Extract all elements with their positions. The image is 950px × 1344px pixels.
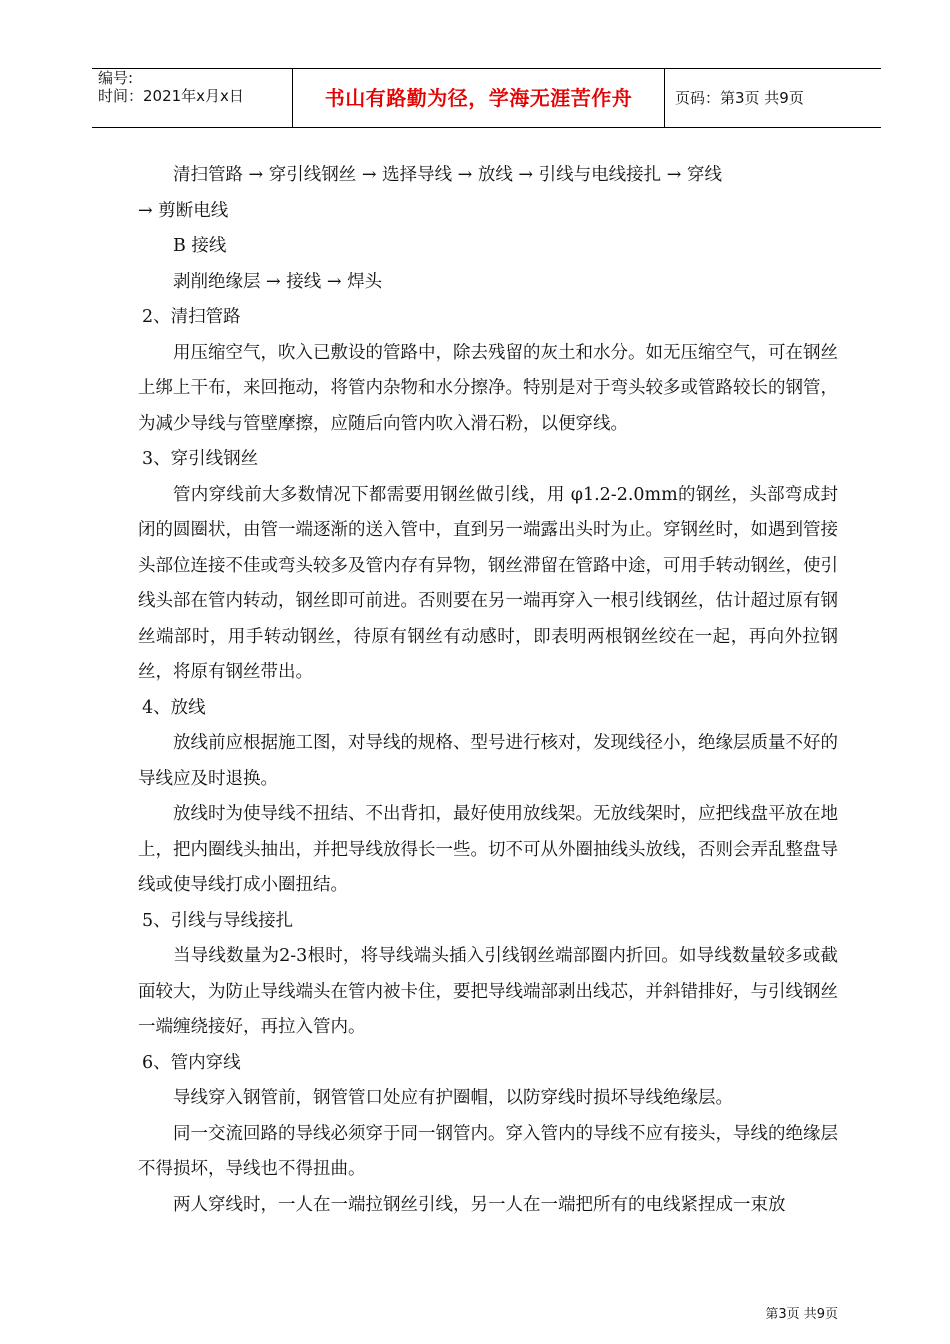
flow-line-1: 清扫管路 → 穿引线钢丝 → 选择导线 → 放线 → 引线与电线接扎 → 穿线 <box>173 165 722 185</box>
paragraph-6b: 同一交流回路的导线必须穿于同一钢管内。穿入管内的导线不应有接头，导线的绝缘层不得损坏，导线也不得扭曲。 <box>138 1123 838 1179</box>
paragraph-2: 用压缩空气，吹入已敷设的管路中，除去残留的灰土和水分。如无压缩空气，可在钢丝上绑上干布，来回拖动，将管内杂物和水分擦净。特别是对于弯头较多或管路较长的钢管，为减少导线与管壁摩擦，应随后向管内吹入滑石粉，以便穿线。 <box>138 342 838 434</box>
heading-3: 3、穿引线钢丝 <box>142 449 259 469</box>
paragraph-6c: 两人穿线时，一人在一端拉钢丝引线，另一人在一端把所有的电线紧捏成一束放 <box>173 1194 786 1215</box>
time-label: 时间：2021年x月x日 <box>98 87 244 105</box>
paragraph-6a: 导线穿入钢管前，钢管管口处应有护圈帽，以防穿线时损坏导线绝缘层。 <box>173 1088 733 1108</box>
heading-5: 5、引线与导线接扎 <box>142 910 294 931</box>
header-page-label: 页码：第3页 共9页 <box>675 89 804 107</box>
header-meta <box>92 69 293 128</box>
paragraph-4b: 放线时为使导线不扭结、不出背扣，最好使用放线架。无放线架时，应把线盘平放在地上，把内圈线头抽出，并把导线放得长一些。切不可从外圈抽线头放线，否则会弄乱整盘导线或使导线打成小圈扭结。 <box>138 804 838 895</box>
paragraph-3: 管内穿线前大多数情况下都需要用钢丝做引线，用 φ1.2-2.0mm的钢丝，头部弯成封闭的圆圈状，由管一端逐渐的送入管中，直到另一端露出头时为止。穿钢丝时，如遇到管接头部位连接不佳或弯头较多及管内存有异物，钢丝滞留在管路中途，可用手转动钢丝，使引线头部在管内转动，钢丝即可前进。否则要在另一端再穿入一根引线钢丝，估计超过原有钢丝端部时，用手转动钢丝，待原有钢丝有动感时，即表明两根钢丝绞在一起，再向外拉钢丝，将原有钢丝带出。 <box>138 484 838 682</box>
code-label: 编号: <box>98 69 134 87</box>
flow-line-2: → 剪断电线 <box>138 200 229 221</box>
heading-6: 6、管内穿线 <box>142 1052 241 1073</box>
heading-4: 4、放线 <box>142 697 206 718</box>
section-b-label: B 接线 <box>173 236 227 256</box>
paragraph-5: 当导线数量为2-3根时，将导线端头插入引线钢丝端部圈内折回。如导线数量较多或截面较大，为防止导线端头在管内被卡住，要把导线端部剥出线芯，并斜错排好，与引线钢丝一端缠绕接好，再拉入管内。 <box>138 946 838 1037</box>
header-motto: 书山有路勤为径，学海无涯苦作舟 <box>293 69 665 128</box>
document-body <box>138 158 838 1223</box>
heading-2: 2、清扫管路 <box>142 307 241 327</box>
paragraph-4a: 放线前应根据施工图，对导线的规格、型号进行核对，发现线径小，绝缘层质量不好的导线应及时退换。 <box>138 733 838 789</box>
page-footer: 第3页 共9页 <box>765 1307 838 1322</box>
flow-b: 剥削绝缘层 → 接线 → 焊头 <box>173 271 383 292</box>
page-header <box>92 68 881 128</box>
